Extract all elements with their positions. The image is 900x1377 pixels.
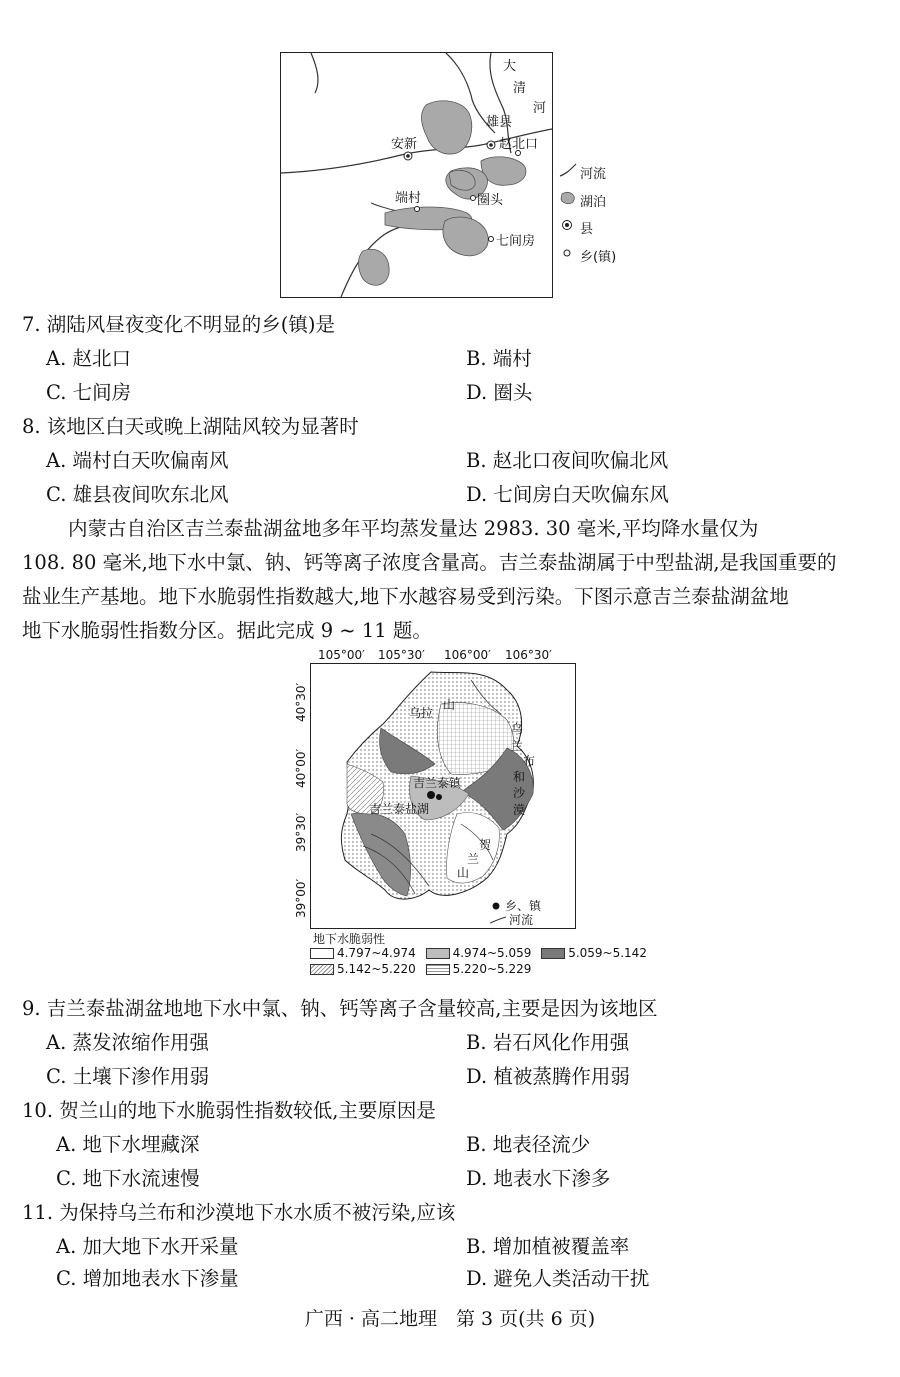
label-anxin: 安新 [391, 137, 418, 152]
option-d: D. 植被蒸腾作用弱 [466, 1065, 630, 1088]
legend-river-label: 河流 [580, 167, 607, 182]
label-xiongxian: 雄县 [486, 115, 513, 130]
option-b: B. 增加植被覆盖率 [466, 1235, 630, 1258]
option-a: A. 蒸发浓缩作用强 [46, 1031, 209, 1054]
label-wulanbuhe-1: 乌 [511, 722, 524, 736]
top-tick: 105°00′ [318, 648, 365, 662]
page-footer: 广西 · 高二地理 第 3 页(共 6 页) [304, 1308, 596, 1330]
lake-legend-icon [558, 190, 578, 206]
vulnerability-legend-row-2 [310, 962, 531, 976]
option-a: A. 加大地下水开采量 [56, 1235, 239, 1258]
label-wulanbuhe-5: 沙 [513, 786, 526, 800]
top-tick: 106°00′ [444, 648, 491, 662]
town-legend-icon [562, 248, 572, 258]
label-zhaobeikou: 赵北口 [499, 137, 539, 152]
option-b: B. 岩石风化作用强 [466, 1031, 630, 1054]
legend-range-2: 4.974~5.059 [452, 946, 532, 960]
river-legend-icon [558, 162, 578, 178]
question-stem: 11. 为保持乌兰布和沙漠地下水水质不被污染,应该 [22, 1201, 456, 1224]
left-tick: 40°00′ [294, 748, 308, 788]
label-duancun: 端村 [395, 191, 422, 206]
label-daqinghe-2: 清 [513, 81, 527, 96]
vulnerability-map-frame [310, 663, 576, 929]
option-d: D. 地表水下渗多 [466, 1167, 611, 1190]
legend-swatch-3 [541, 948, 565, 959]
legend-swatch-1 [310, 948, 334, 959]
question-stem: 10. 贺兰山的地下水脆弱性指数较低,主要原因是 [22, 1099, 436, 1122]
legend-town-point-label: 乡、镇 [505, 899, 542, 913]
lake-map-frame [280, 52, 553, 298]
option-d: D. 避免人类活动干扰 [466, 1267, 650, 1290]
option-a: A. 赵北口 [46, 347, 131, 370]
question-stem: 9. 吉兰泰盐湖盆地地下水中氯、钠、钙等离子含量较高,主要是因为该地区 [22, 997, 658, 1020]
legend-county-label: 县 [580, 222, 594, 237]
legend-range-4: 5.142~5.220 [337, 962, 416, 976]
town-point-legend-icon [491, 901, 501, 911]
passage-line: 内蒙古自治区吉兰泰盐湖盆地多年平均蒸发量达 2983. 30 毫米,平均降水量仅为 [68, 517, 759, 540]
legend-river-line-label: 河流 [509, 913, 534, 927]
vulnerability-legend-row-1 [310, 946, 647, 960]
label-helan-3: 山 [457, 866, 470, 880]
legend-town-label: 乡(镇) [580, 250, 617, 265]
label-wula-2: 山 [443, 698, 456, 712]
label-quantou: 圈头 [477, 193, 504, 208]
option-c: C. 增加地表水下渗量 [56, 1267, 239, 1290]
label-wula-1: 乌拉 [409, 706, 434, 720]
label-wulanbuhe-3: 布 [523, 754, 536, 768]
lake-map-drawing [281, 53, 552, 297]
passage-line: 盐业生产基地。地下水脆弱性指数越大,地下水越容易受到污染。下图示意吉兰泰盐湖盆地 [22, 585, 789, 608]
label-jilantai-lake: 吉兰泰盐湖 [369, 802, 430, 816]
option-a: A. 地下水埋藏深 [56, 1133, 200, 1156]
option-b: B. 地表径流少 [466, 1133, 591, 1156]
county-legend-icon [561, 219, 573, 231]
legend-range-1: 4.797~4.974 [337, 946, 416, 960]
top-tick: 105°30′ [378, 648, 425, 662]
top-tick: 106°30′ [505, 648, 552, 662]
label-daqinghe-3: 河 [533, 101, 547, 116]
left-tick: 40°30′ [294, 682, 308, 722]
passage-line: 地下水脆弱性指数分区。据此完成 9 ~ 11 题。 [22, 619, 432, 642]
vulnerability-legend-title: 地下水脆弱性 [313, 932, 386, 946]
option-a: A. 端村白天吹偏南风 [46, 449, 229, 472]
option-b: B. 赵北口夜间吹偏北风 [466, 449, 669, 472]
label-helan-2: 兰 [467, 852, 480, 866]
label-helan-1: 贺 [479, 838, 492, 852]
left-tick: 39°30′ [294, 812, 308, 852]
option-d: D. 七间房白天吹偏东风 [466, 483, 669, 506]
option-c: C. 七间房 [46, 381, 132, 404]
label-daqinghe-1: 大 [503, 59, 517, 74]
question-stem: 7. 湖陆风昼夜变化不明显的乡(镇)是 [22, 313, 336, 336]
passage-line: 108. 80 毫米,地下水中氯、钠、钙等离子浓度含量高。吉兰泰盐湖属于中型盐湖,是我国重要的 [22, 551, 837, 574]
label-wulanbuhe-6: 漠 [513, 803, 526, 817]
option-b: B. 端村 [466, 347, 532, 370]
legend-range-3: 5.059~5.142 [568, 946, 647, 960]
legend-swatch-5 [426, 964, 450, 975]
label-qijianfang: 七间房 [496, 234, 536, 249]
option-d: D. 圈头 [466, 381, 533, 404]
label-jilantai-town: 吉兰泰镇 [413, 776, 462, 790]
legend-range-5: 5.220~5.229 [452, 962, 532, 976]
left-tick: 39°00′ [294, 878, 308, 918]
legend-swatch-4 [310, 964, 334, 975]
option-c: C. 地下水流速慢 [56, 1167, 200, 1190]
label-wulanbuhe-4: 和 [513, 770, 526, 784]
label-wulanbuhe-2: 兰 [511, 739, 524, 753]
legend-swatch-2 [426, 948, 450, 959]
question-stem: 8. 该地区白天或晚上湖陆风较为显著时 [22, 415, 359, 438]
option-c: C. 雄县夜间吹东北风 [46, 483, 229, 506]
option-c: C. 土壤下渗作用弱 [46, 1065, 210, 1088]
river-line-legend-icon [489, 915, 507, 925]
legend-lake-label: 湖泊 [580, 195, 607, 210]
